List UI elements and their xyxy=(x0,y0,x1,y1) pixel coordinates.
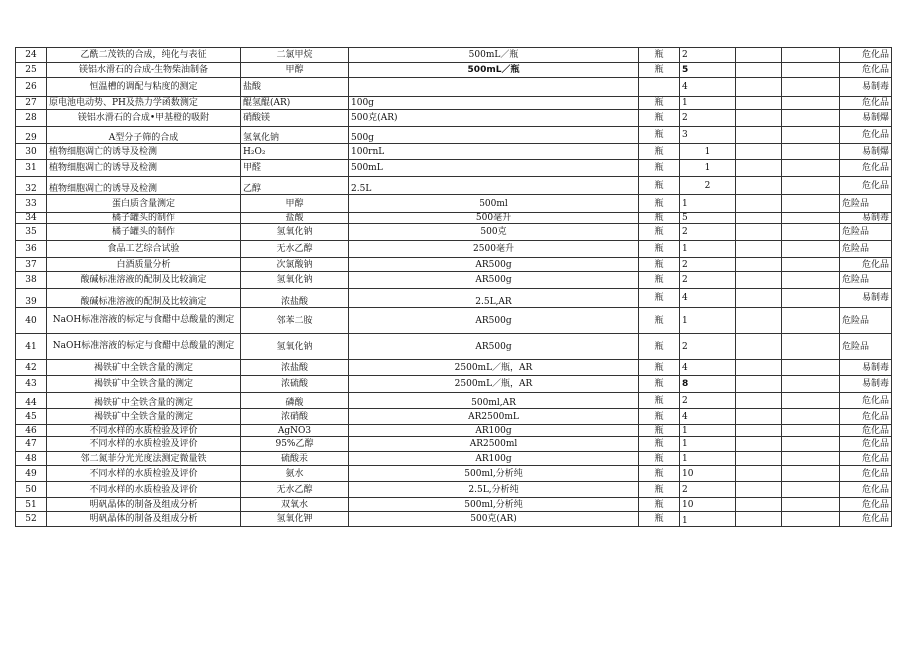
category-cell: 易制毒 xyxy=(840,78,892,97)
unit-cell: 瓶 xyxy=(639,258,680,272)
specification-cell: 500ml,分析纯 xyxy=(349,466,639,482)
row-number-cell: 50 xyxy=(16,482,47,498)
blank-cell xyxy=(736,393,782,409)
blank-cell xyxy=(736,482,782,498)
blank-cell xyxy=(736,272,782,289)
chemical-name-cell: 硝酸镁 xyxy=(241,110,349,127)
unit-cell: 瓶 xyxy=(639,466,680,482)
row-number-cell: 36 xyxy=(16,241,47,258)
specification-cell: AR100g xyxy=(349,452,639,466)
experiment-name-cell: 不同水样的水质检验及评价 xyxy=(47,466,241,482)
blank-cell xyxy=(782,144,840,160)
specification-cell: AR500g xyxy=(349,258,639,272)
experiment-name-cell: 褐铁矿中全铁含量的测定 xyxy=(47,360,241,376)
chemical-name-cell: 醌氢醌(AR) xyxy=(241,97,349,110)
category-cell: 危化品 xyxy=(840,160,892,177)
blank-cell xyxy=(782,177,840,195)
chemical-name-cell: 无水乙醇 xyxy=(241,482,349,498)
unit-cell: 瓶 xyxy=(639,452,680,466)
chemical-name-cell: 95%乙醇 xyxy=(241,437,349,452)
blank-cell xyxy=(736,177,782,195)
unit-cell: 瓶 xyxy=(639,63,680,78)
category-cell: 危化品 xyxy=(840,97,892,110)
unit-cell: 瓶 xyxy=(639,360,680,376)
row-number-cell: 24 xyxy=(16,48,47,63)
chemical-name-cell: 二氯甲烷 xyxy=(241,48,349,63)
category-cell: 危化品 xyxy=(840,409,892,425)
unit-cell: 瓶 xyxy=(639,482,680,498)
chemical-name-cell: 盐酸 xyxy=(241,78,349,97)
blank-cell xyxy=(782,160,840,177)
quantity-cell: 1 xyxy=(680,144,736,160)
table-row xyxy=(16,393,892,409)
row-number-cell: 35 xyxy=(16,224,47,241)
blank-cell xyxy=(736,224,782,241)
row-number-cell: 47 xyxy=(16,437,47,452)
category-cell: 危化品 xyxy=(840,482,892,498)
category-cell: 危化品 xyxy=(840,452,892,466)
experiment-name-cell: 明矾晶体的制备及组成分析 xyxy=(47,498,241,512)
specification-cell: 500克(AR) xyxy=(349,512,639,527)
experiment-name-cell: 酸碱标准溶液的配制及比较滴定 xyxy=(47,272,241,289)
specification-cell: 2.5L xyxy=(349,177,639,195)
row-number-cell: 49 xyxy=(16,466,47,482)
chemical-name-cell: 浓盐酸 xyxy=(241,289,349,308)
chemical-name-cell: AgNO3 xyxy=(241,425,349,437)
blank-cell xyxy=(782,393,840,409)
row-number-cell: 28 xyxy=(16,110,47,127)
chemical-table xyxy=(15,47,892,527)
table-row xyxy=(16,308,892,334)
blank-cell xyxy=(736,452,782,466)
blank-cell xyxy=(782,63,840,78)
quantity-cell: 1 xyxy=(680,452,736,466)
unit-cell: 瓶 xyxy=(639,97,680,110)
row-number-cell: 34 xyxy=(16,213,47,224)
quantity-cell: 2 xyxy=(680,48,736,63)
blank-cell xyxy=(736,437,782,452)
blank-cell xyxy=(736,409,782,425)
blank-cell xyxy=(782,452,840,466)
blank-cell xyxy=(782,498,840,512)
specification-cell: 500ml xyxy=(349,195,639,213)
row-number-cell: 31 xyxy=(16,160,47,177)
row-number-cell: 44 xyxy=(16,393,47,409)
experiment-name-cell: 镁铝水滑石的合成-生物柴油制备 xyxy=(47,63,241,78)
row-number-cell: 29 xyxy=(16,127,47,144)
specification-cell: 2500毫升 xyxy=(349,241,639,258)
specification-cell: 2500mL／瓶，AR xyxy=(349,376,639,393)
blank-cell xyxy=(782,409,840,425)
chemical-name-cell: 磷酸 xyxy=(241,393,349,409)
blank-cell xyxy=(736,48,782,63)
table-row xyxy=(16,376,892,393)
row-number-cell: 38 xyxy=(16,272,47,289)
quantity-cell: 1 xyxy=(680,195,736,213)
specification-cell: 500ml,AR xyxy=(349,393,639,409)
blank-cell xyxy=(736,425,782,437)
quantity-cell: 2 xyxy=(680,272,736,289)
row-number-cell: 48 xyxy=(16,452,47,466)
table-row xyxy=(16,272,892,289)
chemical-inventory-sheet xyxy=(15,47,891,527)
specification-cell: 500克 xyxy=(349,224,639,241)
blank-cell xyxy=(736,258,782,272)
blank-cell xyxy=(782,78,840,97)
chemical-name-cell: 氢氧化钠 xyxy=(241,127,349,144)
unit-cell: 瓶 xyxy=(639,498,680,512)
category-cell: 危险品 xyxy=(840,272,892,289)
unit-cell: 瓶 xyxy=(639,110,680,127)
specification-cell: 500mL／瓶 xyxy=(349,63,639,78)
category-cell: 危险品 xyxy=(840,224,892,241)
blank-cell xyxy=(736,78,782,97)
table-row xyxy=(16,289,892,308)
row-number-cell: 46 xyxy=(16,425,47,437)
blank-cell xyxy=(736,308,782,334)
chemical-name-cell: 氨水 xyxy=(241,466,349,482)
chemical-name-cell: 甲醛 xyxy=(241,160,349,177)
specification-cell: 2.5L,分析纯 xyxy=(349,482,639,498)
quantity-cell: 1 xyxy=(680,512,736,527)
chemical-name-cell: 邻苯二胺 xyxy=(241,308,349,334)
row-number-cell: 25 xyxy=(16,63,47,78)
experiment-name-cell: 乙酰二茂铁的合成，纯化与表征 xyxy=(47,48,241,63)
quantity-cell: 5 xyxy=(680,213,736,224)
experiment-name-cell: 白酒质量分析 xyxy=(47,258,241,272)
experiment-name-cell: 镁铝水滑石的合成•甲基橙的吸附 xyxy=(47,110,241,127)
blank-cell xyxy=(782,241,840,258)
quantity-cell: 4 xyxy=(680,360,736,376)
quantity-cell: 8 xyxy=(680,376,736,393)
category-cell: 危化品 xyxy=(840,127,892,144)
chemical-name-cell: 氢氧化钠 xyxy=(241,272,349,289)
experiment-name-cell: 橘子罐头的制作 xyxy=(47,213,241,224)
table-row xyxy=(16,48,892,63)
experiment-name-cell: NaOH标准溶液的标定与食醋中总酸量的测定 xyxy=(47,308,241,334)
specification-cell: AR500g xyxy=(349,334,639,360)
specification-cell: 500ml,分析纯 xyxy=(349,498,639,512)
category-cell: 危化品 xyxy=(840,393,892,409)
row-number-cell: 45 xyxy=(16,409,47,425)
unit-cell: 瓶 xyxy=(639,308,680,334)
quantity-cell: 1 xyxy=(680,308,736,334)
blank-cell xyxy=(782,224,840,241)
unit-cell: 瓶 xyxy=(639,160,680,177)
category-cell: 易制爆 xyxy=(840,144,892,160)
blank-cell xyxy=(782,466,840,482)
quantity-cell: 2 xyxy=(680,177,736,195)
specification-cell: 100rnL xyxy=(349,144,639,160)
quantity-cell: 4 xyxy=(680,289,736,308)
specification-cell: AR500g xyxy=(349,308,639,334)
specification-cell: 500g xyxy=(349,127,639,144)
table-row xyxy=(16,177,892,195)
experiment-name-cell: 植物细胞凋亡的诱导及检测 xyxy=(47,144,241,160)
table-row xyxy=(16,482,892,498)
quantity-cell: 2 xyxy=(680,334,736,360)
row-number-cell: 26 xyxy=(16,78,47,97)
row-number-cell: 27 xyxy=(16,97,47,110)
category-cell: 危险品 xyxy=(840,195,892,213)
experiment-name-cell: 明矾晶体的制备及组成分析 xyxy=(47,512,241,527)
row-number-cell: 33 xyxy=(16,195,47,213)
unit-cell: 瓶 xyxy=(639,241,680,258)
row-number-cell: 37 xyxy=(16,258,47,272)
experiment-name-cell: 橘子罐头的制作 xyxy=(47,224,241,241)
row-number-cell: 52 xyxy=(16,512,47,527)
experiment-name-cell: 植物细胞凋亡的诱导及检测 xyxy=(47,160,241,177)
specification-cell: 500mL xyxy=(349,160,639,177)
experiment-name-cell: A型分子筛的合成 xyxy=(47,127,241,144)
table-row xyxy=(16,127,892,144)
quantity-cell: 2 xyxy=(680,482,736,498)
unit-cell: 瓶 xyxy=(639,144,680,160)
category-cell: 危化品 xyxy=(840,177,892,195)
unit-cell: 瓶 xyxy=(639,195,680,213)
unit-cell: 瓶 xyxy=(639,437,680,452)
unit-cell: 瓶 xyxy=(639,425,680,437)
quantity-cell: 2 xyxy=(680,258,736,272)
chemical-name-cell: 浓硝酸 xyxy=(241,409,349,425)
blank-cell xyxy=(736,498,782,512)
table-row xyxy=(16,425,892,437)
experiment-name-cell: 不同水样的水质检验及评价 xyxy=(47,437,241,452)
unit-cell: 瓶 xyxy=(639,334,680,360)
category-cell: 危险品 xyxy=(840,241,892,258)
category-cell: 危化品 xyxy=(840,258,892,272)
blank-cell xyxy=(736,466,782,482)
category-cell: 易制爆 xyxy=(840,110,892,127)
specification-cell: 500毫升 xyxy=(349,213,639,224)
quantity-cell: 4 xyxy=(680,78,736,97)
table-body xyxy=(16,48,892,527)
row-number-cell: 39 xyxy=(16,289,47,308)
chemical-name-cell: 氢氧化钠 xyxy=(241,334,349,360)
experiment-name-cell: 原电池电动势、PH及热力学函数测定 xyxy=(47,97,241,110)
specification-cell: AR100g xyxy=(349,425,639,437)
experiment-name-cell: 酸碱标准溶液的配制及比较滴定 xyxy=(47,289,241,308)
unit-cell: 瓶 xyxy=(639,376,680,393)
blank-cell xyxy=(736,376,782,393)
row-number-cell: 41 xyxy=(16,334,47,360)
blank-cell xyxy=(782,308,840,334)
experiment-name-cell: 不同水样的水质检验及评价 xyxy=(47,425,241,437)
category-cell: 易制毒 xyxy=(840,289,892,308)
table-row xyxy=(16,195,892,213)
quantity-cell: 2 xyxy=(680,393,736,409)
specification-cell: 100g xyxy=(349,97,639,110)
table-row xyxy=(16,241,892,258)
blank-cell xyxy=(736,160,782,177)
specification-cell: 2.5L,AR xyxy=(349,289,639,308)
quantity-cell: 5 xyxy=(680,63,736,78)
experiment-name-cell: 褐铁矿中全铁含量的测定 xyxy=(47,376,241,393)
unit-cell: 瓶 xyxy=(639,393,680,409)
experiment-name-cell: 恒温槽的调配与粘度的测定 xyxy=(47,78,241,97)
chemical-name-cell: 氢氧化钠 xyxy=(241,224,349,241)
quantity-cell: 1 xyxy=(680,241,736,258)
table-row xyxy=(16,97,892,110)
blank-cell xyxy=(782,213,840,224)
blank-cell xyxy=(736,241,782,258)
row-number-cell: 40 xyxy=(16,308,47,334)
chemical-name-cell: H₂O₂ xyxy=(241,144,349,160)
quantity-cell: 1 xyxy=(680,160,736,177)
experiment-name-cell: 食品工艺综合试验 xyxy=(47,241,241,258)
specification-cell: AR2500ml xyxy=(349,437,639,452)
chemical-name-cell: 次氯酸钠 xyxy=(241,258,349,272)
category-cell: 危化品 xyxy=(840,512,892,527)
specification-cell xyxy=(349,78,639,97)
quantity-cell: 4 xyxy=(680,409,736,425)
blank-cell xyxy=(736,213,782,224)
chemical-name-cell: 盐酸 xyxy=(241,213,349,224)
blank-cell xyxy=(782,258,840,272)
experiment-name-cell: 邻二氮菲分光光度法测定微量铁 xyxy=(47,452,241,466)
chemical-name-cell: 甲醇 xyxy=(241,195,349,213)
unit-cell: 瓶 xyxy=(639,512,680,527)
blank-cell xyxy=(736,127,782,144)
blank-cell xyxy=(736,195,782,213)
category-cell: 危化品 xyxy=(840,437,892,452)
chemical-name-cell: 氢氧化钾 xyxy=(241,512,349,527)
blank-cell xyxy=(782,334,840,360)
specification-cell: AR500g xyxy=(349,272,639,289)
row-number-cell: 51 xyxy=(16,498,47,512)
unit-cell: 瓶 xyxy=(639,127,680,144)
row-number-cell: 32 xyxy=(16,177,47,195)
chemical-name-cell: 无水乙醇 xyxy=(241,241,349,258)
category-cell: 易制毒 xyxy=(840,360,892,376)
blank-cell xyxy=(736,110,782,127)
specification-cell: 500克(AR) xyxy=(349,110,639,127)
table-row xyxy=(16,437,892,452)
category-cell: 危化品 xyxy=(840,48,892,63)
chemical-name-cell: 浓盐酸 xyxy=(241,360,349,376)
blank-cell xyxy=(736,97,782,110)
blank-cell xyxy=(736,289,782,308)
quantity-cell: 1 xyxy=(680,437,736,452)
unit-cell: 瓶 xyxy=(639,272,680,289)
table-row xyxy=(16,409,892,425)
blank-cell xyxy=(782,437,840,452)
unit-cell: 瓶 xyxy=(639,224,680,241)
table-row xyxy=(16,452,892,466)
table-row xyxy=(16,498,892,512)
blank-cell xyxy=(736,334,782,360)
blank-cell xyxy=(782,289,840,308)
blank-cell xyxy=(736,512,782,527)
category-cell: 危险品 xyxy=(840,308,892,334)
quantity-cell: 2 xyxy=(680,224,736,241)
table-row xyxy=(16,224,892,241)
unit-cell: 瓶 xyxy=(639,213,680,224)
category-cell: 易制毒 xyxy=(840,376,892,393)
quantity-cell: 2 xyxy=(680,110,736,127)
row-number-cell: 30 xyxy=(16,144,47,160)
table-row xyxy=(16,63,892,78)
table-row xyxy=(16,512,892,527)
quantity-cell: 3 xyxy=(680,127,736,144)
experiment-name-cell: 蛋白质含量测定 xyxy=(47,195,241,213)
row-number-cell: 42 xyxy=(16,360,47,376)
blank-cell xyxy=(782,376,840,393)
blank-cell xyxy=(782,482,840,498)
chemical-name-cell: 硫酸汞 xyxy=(241,452,349,466)
specification-cell: AR2500mL xyxy=(349,409,639,425)
unit-cell: 瓶 xyxy=(639,409,680,425)
unit-cell: 瓶 xyxy=(639,48,680,63)
unit-cell xyxy=(639,78,680,97)
experiment-name-cell: 褐铁矿中全铁含量的测定 xyxy=(47,393,241,409)
experiment-name-cell: NaOH标准溶液的标定与食醋中总酸量的测定 xyxy=(47,334,241,360)
blank-cell xyxy=(782,360,840,376)
specification-cell: 500mL／瓶 xyxy=(349,48,639,63)
blank-cell xyxy=(782,97,840,110)
chemical-name-cell: 浓硫酸 xyxy=(241,376,349,393)
category-cell: 危化品 xyxy=(840,498,892,512)
unit-cell: 瓶 xyxy=(639,177,680,195)
table-row xyxy=(16,110,892,127)
category-cell: 易制毒 xyxy=(840,213,892,224)
chemical-name-cell: 甲醇 xyxy=(241,63,349,78)
category-cell: 危化品 xyxy=(840,466,892,482)
specification-cell: 2500mL／瓶，AR xyxy=(349,360,639,376)
blank-cell xyxy=(736,144,782,160)
category-cell: 危险品 xyxy=(840,334,892,360)
category-cell: 危化品 xyxy=(840,63,892,78)
blank-cell xyxy=(782,425,840,437)
table-row xyxy=(16,360,892,376)
blank-cell xyxy=(736,360,782,376)
category-cell: 危化品 xyxy=(840,425,892,437)
table-row xyxy=(16,160,892,177)
blank-cell xyxy=(782,48,840,63)
chemical-name-cell: 乙醇 xyxy=(241,177,349,195)
table-row xyxy=(16,334,892,360)
table-row xyxy=(16,213,892,224)
chemical-name-cell: 双氧水 xyxy=(241,498,349,512)
blank-cell xyxy=(736,63,782,78)
experiment-name-cell: 不同水样的水质检验及评价 xyxy=(47,482,241,498)
blank-cell xyxy=(782,110,840,127)
table-row xyxy=(16,78,892,97)
table-row xyxy=(16,258,892,272)
quantity-cell: 1 xyxy=(680,425,736,437)
quantity-cell: 10 xyxy=(680,498,736,512)
experiment-name-cell: 褐铁矿中全铁含量的测定 xyxy=(47,409,241,425)
row-number-cell: 43 xyxy=(16,376,47,393)
experiment-name-cell: 植物细胞凋亡的诱导及检测 xyxy=(47,177,241,195)
table-row xyxy=(16,466,892,482)
table-row xyxy=(16,144,892,160)
quantity-cell: 1 xyxy=(680,97,736,110)
blank-cell xyxy=(782,272,840,289)
unit-cell: 瓶 xyxy=(639,289,680,308)
quantity-cell: 10 xyxy=(680,466,736,482)
blank-cell xyxy=(782,195,840,213)
blank-cell xyxy=(782,127,840,144)
blank-cell xyxy=(782,512,840,527)
